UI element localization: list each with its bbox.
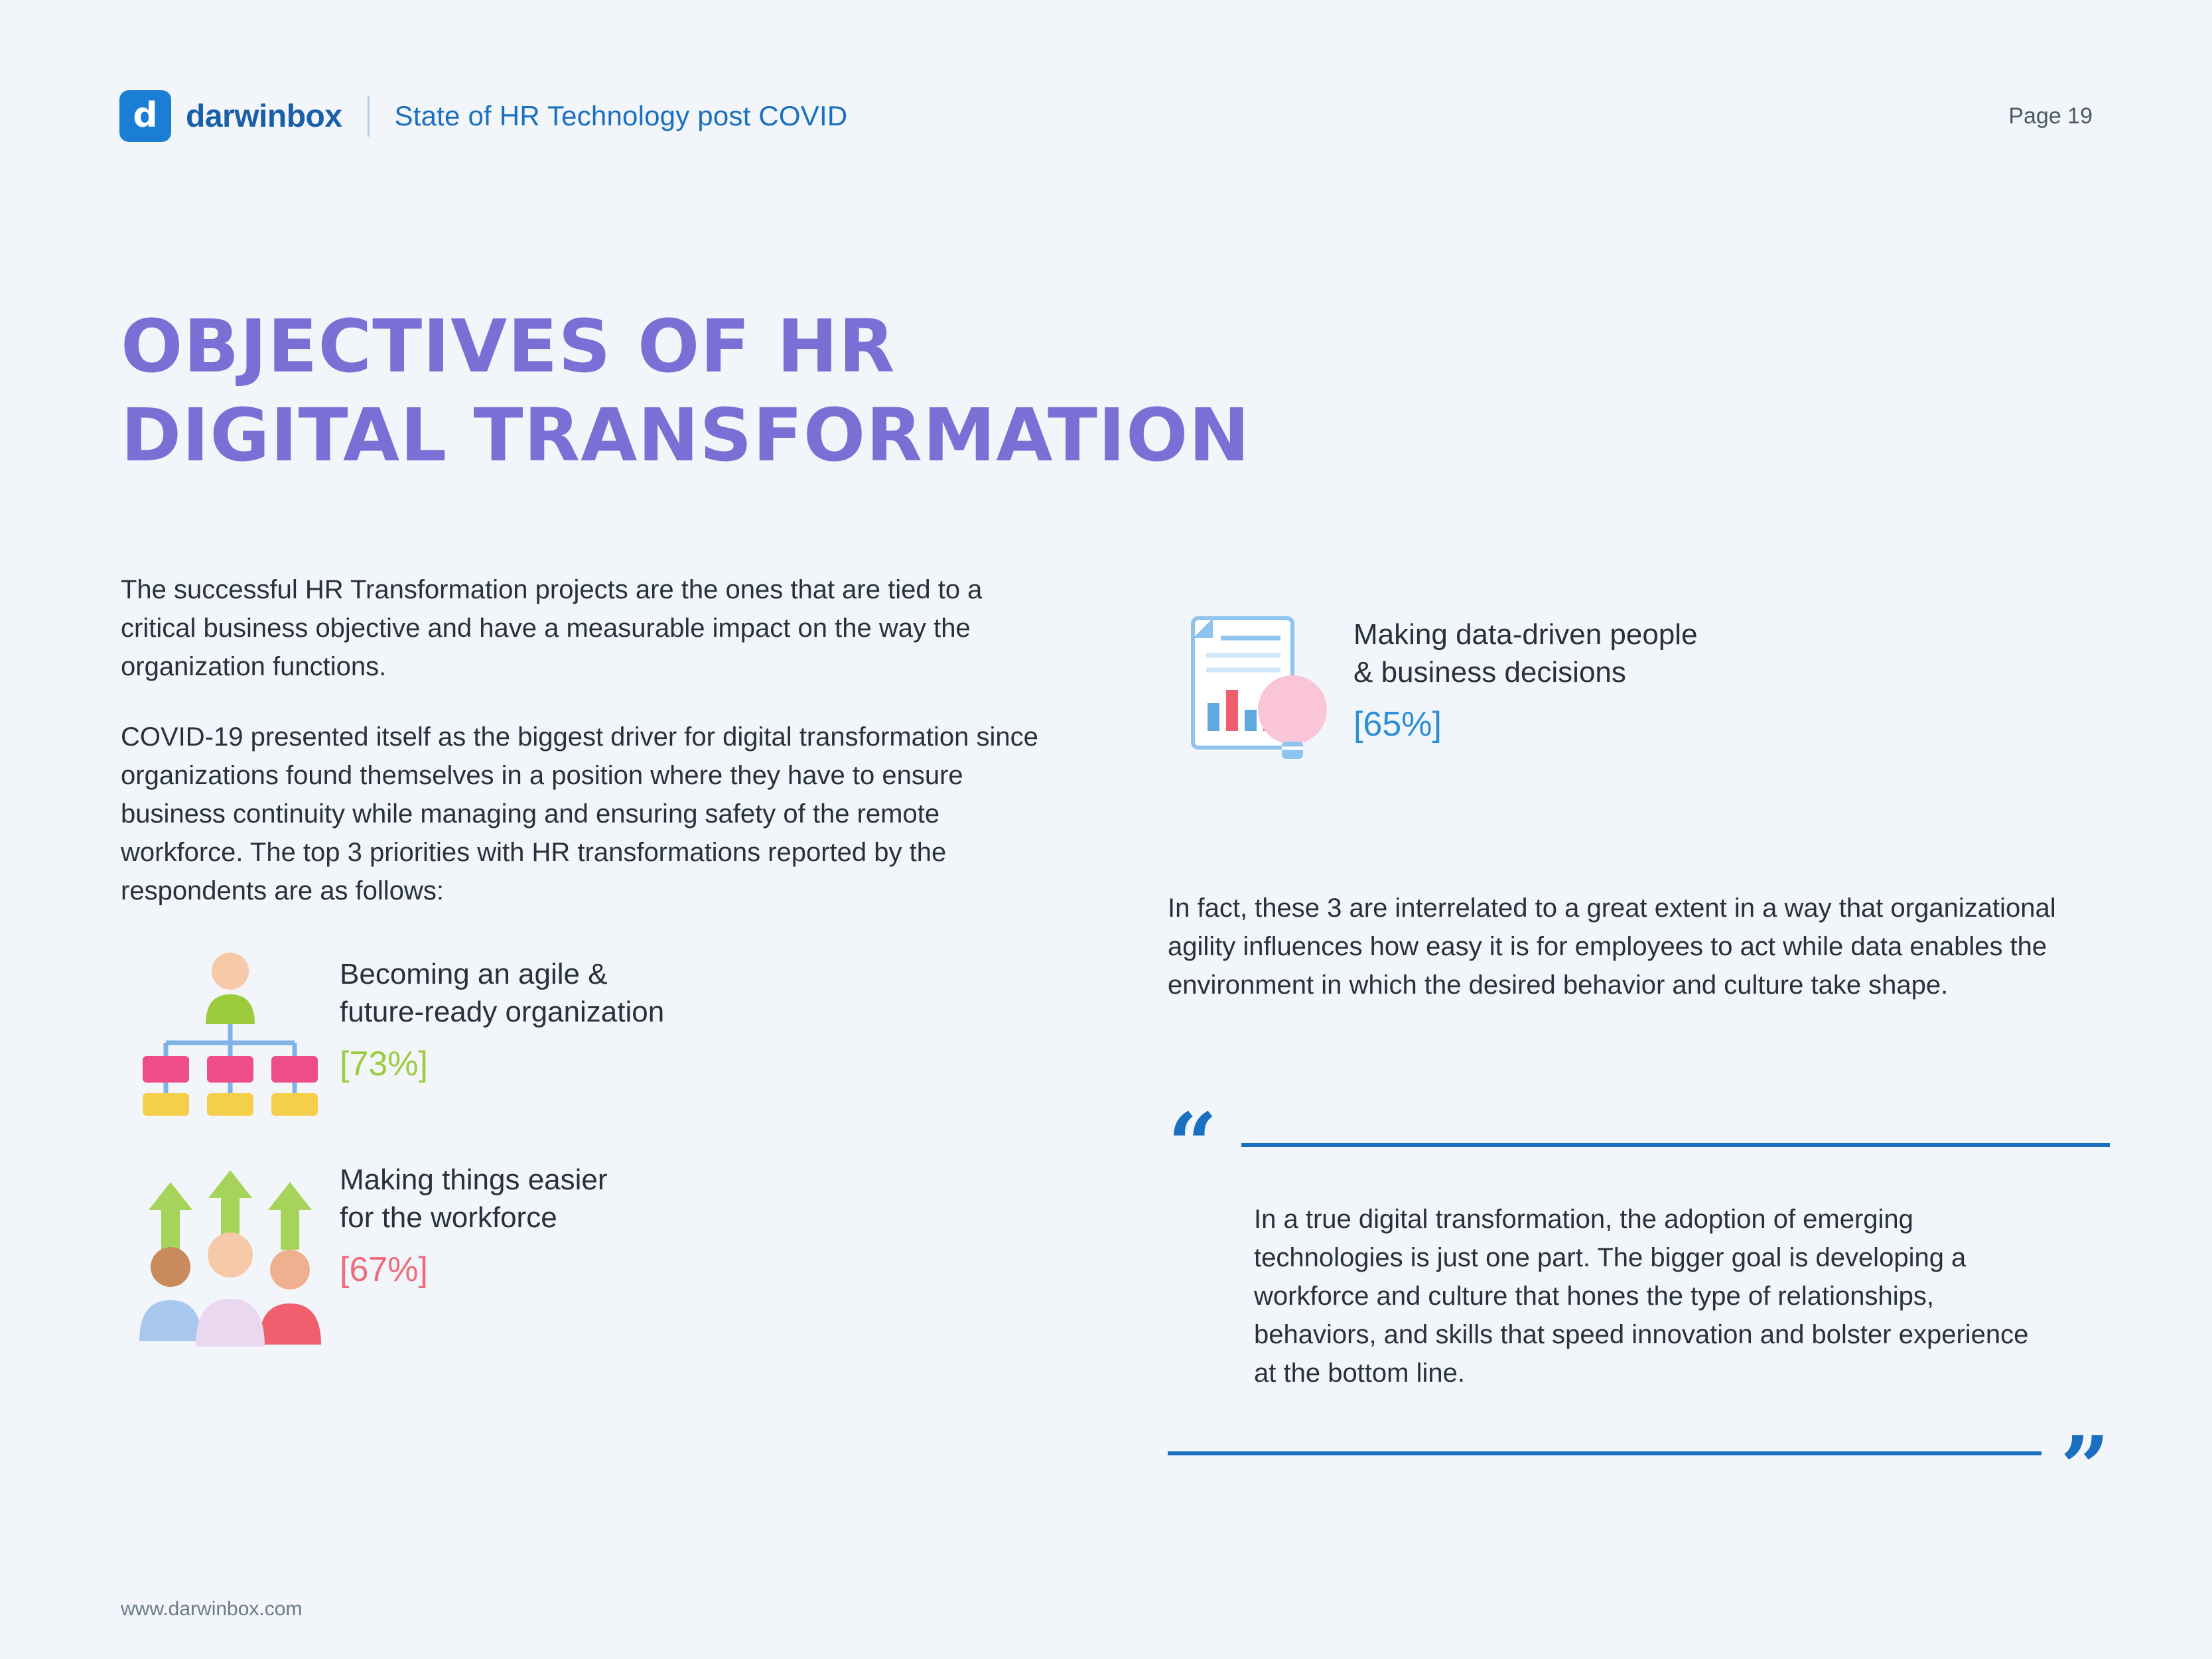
header-subtitle: State of HR Technology post COVID <box>394 100 848 131</box>
priority-label-line-2: for the workforce <box>340 1201 557 1234</box>
page-title-line-2: DIGITAL TRANSFORMATION <box>121 393 1251 478</box>
quote-bottom-rule <box>1168 1451 2041 1455</box>
header-divider <box>368 96 370 137</box>
priority-value-agile: [73%] <box>340 1045 428 1084</box>
quote-open-icon: “ <box>1168 1094 1217 1195</box>
priority-label-line-2: & business decisions <box>1353 656 1626 689</box>
intro-paragraph-2: COVID-19 presented itself as the biggest driver for digital transformation since organizations found themselves in a position where they have to ensure business continuity while managing and ensuring safety of the remote workforce. The top 3 priorities with HR transformations reported by the respondents are as follows: <box>121 722 1038 905</box>
priority-label-line-1: Becoming an agile & <box>340 958 608 990</box>
quote-top-rule <box>1241 1143 2110 1147</box>
priority-value-workforce: [67%] <box>340 1250 428 1290</box>
intro-paragraph-1: The successful HR Transformation projects are the ones that are tied to a critical business objective and have a measurable impact on the way the organization functions. <box>121 575 983 681</box>
quote-bottom-row <box>1168 1417 2110 1518</box>
logo-wordmark: darwinbox <box>186 98 342 134</box>
footer-website[interactable]: www.darwinbox.com <box>121 1598 303 1620</box>
report-lightbulb-icon <box>1168 610 1353 783</box>
left-column <box>121 570 1063 1348</box>
quote-close-icon: ” <box>2060 1417 2110 1518</box>
page-header <box>119 86 2093 146</box>
priority-label-line-1: Making things easier <box>340 1163 608 1196</box>
priority-text-workforce <box>340 1156 608 1290</box>
priority-item-data-driven <box>1168 610 2097 783</box>
priority-text-data-driven <box>1353 610 1698 744</box>
page-title-line-1: OBJECTIVES OF HR <box>121 304 896 389</box>
quote-block <box>1168 1094 2110 1518</box>
page-number: Page 19 <box>2008 103 2093 129</box>
right-column <box>1168 610 2097 1004</box>
priority-label-line-2: future-ready organization <box>340 996 665 1029</box>
interrelated-paragraph: In fact, these 3 are interrelated to a great extent in a way that organizational agility influences how easy it is for employees to act while data enables the environment in which the desired behavior and culture take shape. <box>1168 894 2056 1000</box>
priority-item-agile <box>121 950 1063 1116</box>
page-title <box>121 302 1251 480</box>
darwinbox-logo-icon <box>119 90 171 142</box>
people-arrows-icon <box>121 1156 340 1348</box>
quote-top-row <box>1168 1094 2110 1195</box>
priority-item-workforce <box>121 1156 1063 1348</box>
org-chart-icon <box>121 950 340 1116</box>
priority-text-agile <box>340 950 664 1084</box>
priority-label-line-1: Making data-driven people <box>1353 618 1698 651</box>
priority-value-data-driven: [65%] <box>1353 705 1442 744</box>
quote-text: In a true digital transformation, the adoption of emerging technologies is just one part. The bigger goal is developing a workforce and culture that hones the type of relationships, behaviors, and skills that speed innovation and bolster experience at the bottom line. <box>1254 1205 2029 1388</box>
logo-letter: d <box>133 95 158 135</box>
